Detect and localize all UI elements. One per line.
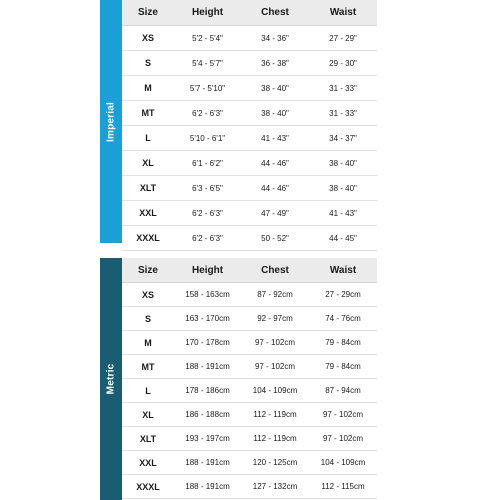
imperial-cell-waist: 27 - 29"	[309, 26, 377, 51]
imperial-header-waist: Waist	[309, 0, 377, 26]
imperial-cell-height: 6'2 - 6'3"	[174, 201, 241, 226]
imperial-cell-size: L	[122, 126, 174, 151]
table-row	[122, 331, 377, 355]
metric-cell-chest: 127 - 132cm	[241, 475, 309, 499]
imperial-cell-waist: 31 - 33"	[309, 101, 377, 126]
imperial-cell-chest: 38 - 40"	[241, 76, 309, 101]
table-row	[122, 355, 377, 379]
metric-cell-waist: 27 - 29cm	[309, 283, 377, 307]
metric-cell-size: XL	[122, 403, 174, 427]
imperial-cell-size: XXL	[122, 201, 174, 226]
table-row	[122, 307, 377, 331]
imperial-cell-height: 5'4 - 5'7"	[174, 51, 241, 76]
imperial-cell-size: S	[122, 51, 174, 76]
imperial-cell-height: 5'2 - 5'4"	[174, 26, 241, 51]
imperial-cell-waist: 29 - 30"	[309, 51, 377, 76]
table-row	[122, 427, 377, 451]
metric-cell-height: 163 - 170cm	[174, 307, 241, 331]
imperial-cell-size: MT	[122, 101, 174, 126]
metric-table	[122, 258, 377, 499]
table-row	[122, 403, 377, 427]
metric-header-chest: Chest	[241, 258, 309, 283]
table-row	[122, 26, 377, 51]
imperial-cell-chest: 34 - 36"	[241, 26, 309, 51]
imperial-tab-label: Imperial	[105, 101, 117, 142]
imperial-cell-size: XXXL	[122, 226, 174, 251]
table-row	[122, 151, 377, 176]
imperial-cell-waist: 31 - 33"	[309, 76, 377, 101]
metric-cell-size: XLT	[122, 427, 174, 451]
table-row	[122, 379, 377, 403]
table-row	[122, 283, 377, 307]
metric-cell-waist: 87 - 94cm	[309, 379, 377, 403]
metric-cell-height: 178 - 186cm	[174, 379, 241, 403]
metric-size-chart	[105, 258, 377, 500]
metric-cell-waist: 97 - 102cm	[309, 403, 377, 427]
metric-cell-height: 193 - 197cm	[174, 427, 241, 451]
metric-cell-waist: 112 - 115cm	[309, 475, 377, 499]
metric-header-height: Height	[174, 258, 241, 283]
imperial-header-row	[122, 0, 377, 26]
metric-cell-height: 188 - 191cm	[174, 451, 241, 475]
metric-cell-height: 188 - 191cm	[174, 475, 241, 499]
table-row	[122, 451, 377, 475]
imperial-cell-size: M	[122, 76, 174, 101]
imperial-header-size: Size	[122, 0, 174, 26]
imperial-cell-waist: 34 - 37"	[309, 126, 377, 151]
imperial-cell-chest: 36 - 38"	[241, 51, 309, 76]
imperial-cell-chest: 44 - 46"	[241, 151, 309, 176]
metric-cell-waist: 79 - 84cm	[309, 331, 377, 355]
imperial-size-chart	[105, 0, 377, 243]
metric-cell-chest: 112 - 119cm	[241, 427, 309, 451]
imperial-cell-chest: 41 - 43"	[241, 126, 309, 151]
metric-cell-chest: 104 - 109cm	[241, 379, 309, 403]
table-row	[122, 101, 377, 126]
metric-header-row	[122, 258, 377, 283]
metric-cell-waist: 79 - 84cm	[309, 355, 377, 379]
metric-cell-size: MT	[122, 355, 174, 379]
imperial-cell-chest: 38 - 40"	[241, 101, 309, 126]
metric-cell-height: 188 - 191cm	[174, 355, 241, 379]
table-row	[122, 176, 377, 201]
table-row	[122, 475, 377, 499]
metric-header-waist: Waist	[309, 258, 377, 283]
imperial-cell-chest: 50 - 52"	[241, 226, 309, 251]
metric-cell-chest: 92 - 97cm	[241, 307, 309, 331]
metric-cell-size: M	[122, 331, 174, 355]
imperial-table-body	[122, 26, 377, 251]
metric-cell-height: 170 - 178cm	[174, 331, 241, 355]
imperial-cell-height: 6'1 - 6'2"	[174, 151, 241, 176]
metric-tab	[100, 258, 122, 500]
metric-cell-chest: 120 - 125cm	[241, 451, 309, 475]
imperial-cell-size: XS	[122, 26, 174, 51]
metric-cell-size: XS	[122, 283, 174, 307]
metric-cell-height: 186 - 188cm	[174, 403, 241, 427]
metric-cell-waist: 104 - 109cm	[309, 451, 377, 475]
metric-header-size: Size	[122, 258, 174, 283]
table-row	[122, 201, 377, 226]
imperial-header-height: Height	[174, 0, 241, 26]
imperial-cell-chest: 47 - 49"	[241, 201, 309, 226]
metric-cell-size: L	[122, 379, 174, 403]
imperial-cell-waist: 41 - 43"	[309, 201, 377, 226]
metric-cell-size: XXXL	[122, 475, 174, 499]
metric-cell-chest: 97 - 102cm	[241, 355, 309, 379]
imperial-cell-waist: 44 - 45"	[309, 226, 377, 251]
imperial-cell-size: XLT	[122, 176, 174, 201]
imperial-cell-height: 6'3 - 6'5"	[174, 176, 241, 201]
imperial-cell-height: 6'2 - 6'3"	[174, 226, 241, 251]
metric-table-body	[122, 283, 377, 499]
table-row	[122, 51, 377, 76]
table-row	[122, 126, 377, 151]
metric-cell-height: 158 - 163cm	[174, 283, 241, 307]
metric-cell-chest: 97 - 102cm	[241, 331, 309, 355]
imperial-cell-size: XL	[122, 151, 174, 176]
metric-cell-chest: 112 - 119cm	[241, 403, 309, 427]
metric-tab-label: Metric	[105, 363, 117, 395]
metric-cell-waist: 97 - 102cm	[309, 427, 377, 451]
imperial-tab	[100, 0, 122, 243]
imperial-cell-height: 5'7 - 5'10"	[174, 76, 241, 101]
metric-cell-chest: 87 - 92cm	[241, 283, 309, 307]
metric-cell-size: S	[122, 307, 174, 331]
table-row	[122, 226, 377, 251]
imperial-cell-height: 5'10 - 6'1"	[174, 126, 241, 151]
imperial-cell-chest: 44 - 46"	[241, 176, 309, 201]
imperial-header-chest: Chest	[241, 0, 309, 26]
metric-cell-waist: 74 - 76cm	[309, 307, 377, 331]
table-row	[122, 76, 377, 101]
imperial-table	[122, 0, 377, 251]
imperial-cell-waist: 38 - 40"	[309, 176, 377, 201]
imperial-cell-height: 6'2 - 6'3"	[174, 101, 241, 126]
metric-cell-size: XXL	[122, 451, 174, 475]
imperial-cell-waist: 38 - 40"	[309, 151, 377, 176]
